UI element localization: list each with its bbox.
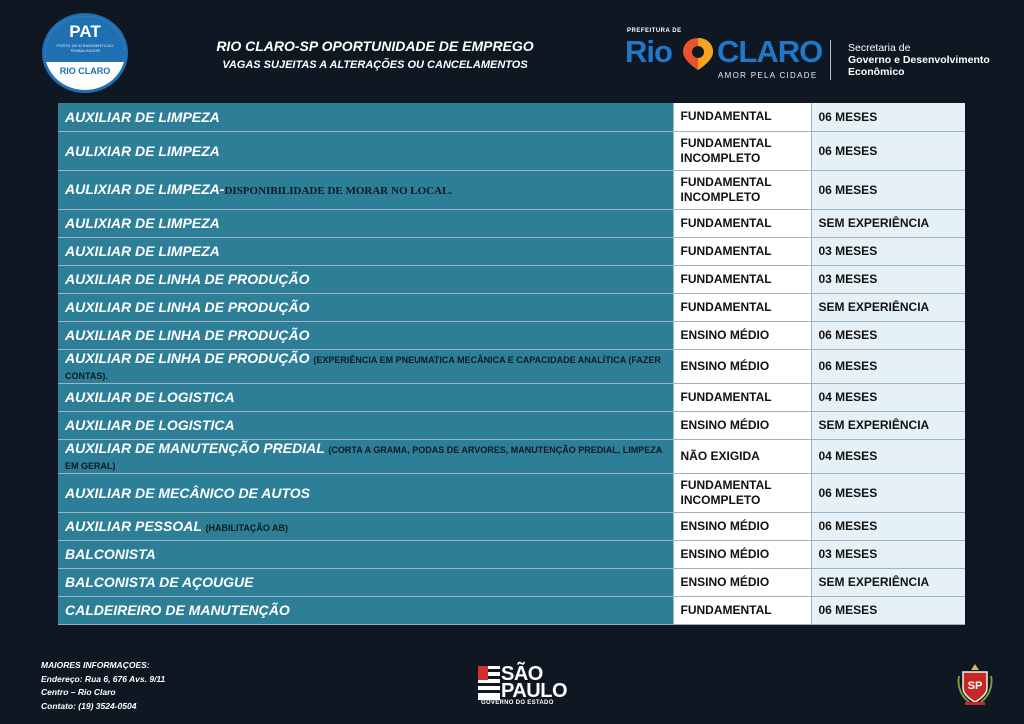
table-row <box>58 103 965 131</box>
job-experience: 06 MESES <box>811 321 965 349</box>
table-row <box>58 411 965 439</box>
job-education: FUNDAMENTAL <box>673 265 811 293</box>
job-role-cell <box>58 512 673 540</box>
job-role-cell <box>58 349 673 383</box>
job-experience: 06 MESES <box>811 512 965 540</box>
job-role: AUXILIAR DE LINHA DE PRODUÇÃO <box>65 350 310 366</box>
job-role-cell <box>58 540 673 568</box>
job-role: AUXILIAR DE LOGISTICA <box>65 389 235 405</box>
table-row <box>58 512 965 540</box>
contact-phone: Contato: (19) 3524-0504 <box>41 700 137 711</box>
job-role-cell <box>58 131 673 170</box>
contact-heading: MAIORES INFORMAÇOES: <box>41 660 150 670</box>
sp-flag-icon <box>478 666 500 700</box>
table-row <box>58 596 965 624</box>
job-role: AUXILIAR DE MECÂNICO DE AUTOS <box>65 484 311 501</box>
job-education: FUNDAMENTAL <box>673 383 811 411</box>
job-note: (CORTA A GRAMA, PODAS DE ARVORES, MANUTENÇÃO PREDIAL, LIMPEZA EM GERAL) <box>65 445 662 471</box>
secretaria-line3: Econômico <box>848 66 905 78</box>
job-education: ENSINO MÉDIO <box>673 411 811 439</box>
map-pin-icon <box>680 36 716 72</box>
job-role-cell <box>58 321 673 349</box>
pat-logo-title: PAT <box>69 22 101 41</box>
job-role: AUXILIAR DE LOGISTICA <box>65 417 235 433</box>
job-experience: 06 MESES <box>811 131 965 170</box>
job-role: AULIXIAR DE LIMPEZA <box>65 215 220 231</box>
job-note: DISPONIBILIDADE DE MORAR NO LOCAL. <box>224 184 453 197</box>
page-title: RIO CLARO-SP OPORTUNIDADE DE EMPREGO <box>216 38 534 54</box>
job-education: ENSINO MÉDIO <box>673 349 811 383</box>
table-row <box>58 321 965 349</box>
job-experience: 04 MESES <box>811 383 965 411</box>
contact-address: Endereço: Rua 6, 676 Avs. 9/11 <box>41 673 166 684</box>
pat-logo-city: RIO CLARO <box>59 66 111 76</box>
job-role: AUXILIAR DE LIMPEZA <box>65 243 220 259</box>
job-education: FUNDAMENTAL INCOMPLETO <box>673 131 811 170</box>
secretaria-line2: Governo e Desenvolvimento <box>848 54 990 66</box>
job-education: ENSINO MÉDIO <box>673 512 811 540</box>
job-role-cell <box>58 293 673 321</box>
page-subtitle: VAGAS SUJEITAS A ALTERAÇÕES OU CANCELAMENTOS <box>222 59 528 71</box>
table-row <box>58 237 965 265</box>
job-education: FUNDAMENTAL <box>673 293 811 321</box>
job-education: FUNDAMENTAL INCOMPLETO <box>673 170 811 209</box>
coat-of-arms-text: SP <box>967 680 983 692</box>
job-education: FUNDAMENTAL <box>673 209 811 237</box>
job-education: ENSINO MÉDIO <box>673 540 811 568</box>
contact-info <box>41 659 165 713</box>
sp-logo-line3: GOVERNO DO ESTADO <box>481 700 554 706</box>
contact-district: Centro – Rio Claro <box>41 687 116 697</box>
job-experience: SEM EXPERIÊNCIA <box>811 293 965 321</box>
coat-of-arms-icon <box>955 662 995 706</box>
job-role: AUXILIAR DE LINHA DE PRODUÇÃO <box>65 271 310 287</box>
jobs-table <box>58 103 965 625</box>
table-row <box>58 349 965 383</box>
job-role-cell <box>58 411 673 439</box>
job-education: ENSINO MÉDIO <box>673 568 811 596</box>
table-row <box>58 540 965 568</box>
table-row <box>58 209 965 237</box>
job-role-cell <box>58 383 673 411</box>
job-experience: 06 MESES <box>811 349 965 383</box>
table-row <box>58 293 965 321</box>
job-experience: SEM EXPERIÊNCIA <box>811 568 965 596</box>
table-row <box>58 439 965 473</box>
job-role: AULIXIAR DE LIMPEZA- <box>65 180 225 197</box>
job-education: FUNDAMENTAL <box>673 596 811 624</box>
job-experience: SEM EXPERIÊNCIA <box>811 209 965 237</box>
job-education: FUNDAMENTAL <box>673 237 811 265</box>
rio-claro-logo-claro: CLARO <box>717 34 823 69</box>
sao-paulo-logo <box>478 663 568 712</box>
pat-logo <box>42 13 128 93</box>
job-experience: 06 MESES <box>811 596 965 624</box>
table-row <box>58 170 965 209</box>
job-experience: 06 MESES <box>811 473 965 512</box>
prefeitura-label: PREFEITURA DE <box>627 28 682 34</box>
job-role-cell <box>58 265 673 293</box>
job-education: FUNDAMENTAL <box>673 103 811 131</box>
table-row <box>58 568 965 596</box>
job-education: NÃO EXIGIDA <box>673 439 811 473</box>
sp-logo-line1: SÃO <box>501 663 543 685</box>
job-note: (EXPERIÊNCIA EM PNEUMATICA MECÂNICA E CAPACIDADE ANALÍTICA (FAZER CONTAS). <box>65 355 661 381</box>
job-role-cell <box>58 209 673 237</box>
job-role: CALDEIREIRO DE MANUTENÇÃO <box>65 602 290 618</box>
job-role-cell <box>58 473 673 512</box>
header-divider <box>830 40 831 80</box>
job-role-cell <box>58 596 673 624</box>
job-role: AUXILIAR DE LIMPEZA <box>65 108 220 125</box>
job-role: AUXILIAR DE LINHA DE PRODUÇÃO <box>65 327 310 343</box>
job-experience: 03 MESES <box>811 237 965 265</box>
job-experience: SEM EXPERIÊNCIA <box>811 411 965 439</box>
secretaria-line1: Secretaria de <box>848 42 911 54</box>
job-note: (HABILITAÇÃO AB) <box>205 523 289 533</box>
job-role: BALCONISTA DE AÇOUGUE <box>65 574 254 590</box>
job-education: ENSINO MÉDIO <box>673 321 811 349</box>
job-role-cell <box>58 170 673 209</box>
job-role-cell <box>58 568 673 596</box>
job-experience: 06 MESES <box>811 103 965 131</box>
job-role-cell <box>58 439 673 473</box>
job-role: AUXILIAR PESSOAL <box>65 518 202 534</box>
table-row <box>58 265 965 293</box>
rio-claro-logo-rio: Rio <box>625 34 672 69</box>
sp-logo-line2: PAULO <box>501 680 568 702</box>
job-education: FUNDAMENTAL INCOMPLETO <box>673 473 811 512</box>
secretaria-label <box>848 42 990 78</box>
jobs-table-body <box>58 103 965 624</box>
table-row <box>58 131 965 170</box>
rio-claro-slogan: AMOR PELA CIDADE <box>718 71 818 80</box>
job-experience: 04 MESES <box>811 439 965 473</box>
job-role-cell <box>58 237 673 265</box>
job-role: AUXILIAR DE MANUTENÇÃO PREDIAL <box>65 440 325 456</box>
job-experience: 03 MESES <box>811 265 965 293</box>
job-role: AULIXIAR DE LIMPEZA <box>65 142 220 159</box>
job-role-cell <box>58 103 673 131</box>
job-experience: 03 MESES <box>811 540 965 568</box>
table-row <box>58 473 965 512</box>
job-role: AUXILIAR DE LINHA DE PRODUÇÃO <box>65 299 310 315</box>
job-role: BALCONISTA <box>65 546 156 562</box>
pat-logo-subtitle: POSTO DE ATENDIMENTO AO TRABALHADOR <box>56 43 114 53</box>
table-row <box>58 383 965 411</box>
job-experience: 06 MESES <box>811 170 965 209</box>
